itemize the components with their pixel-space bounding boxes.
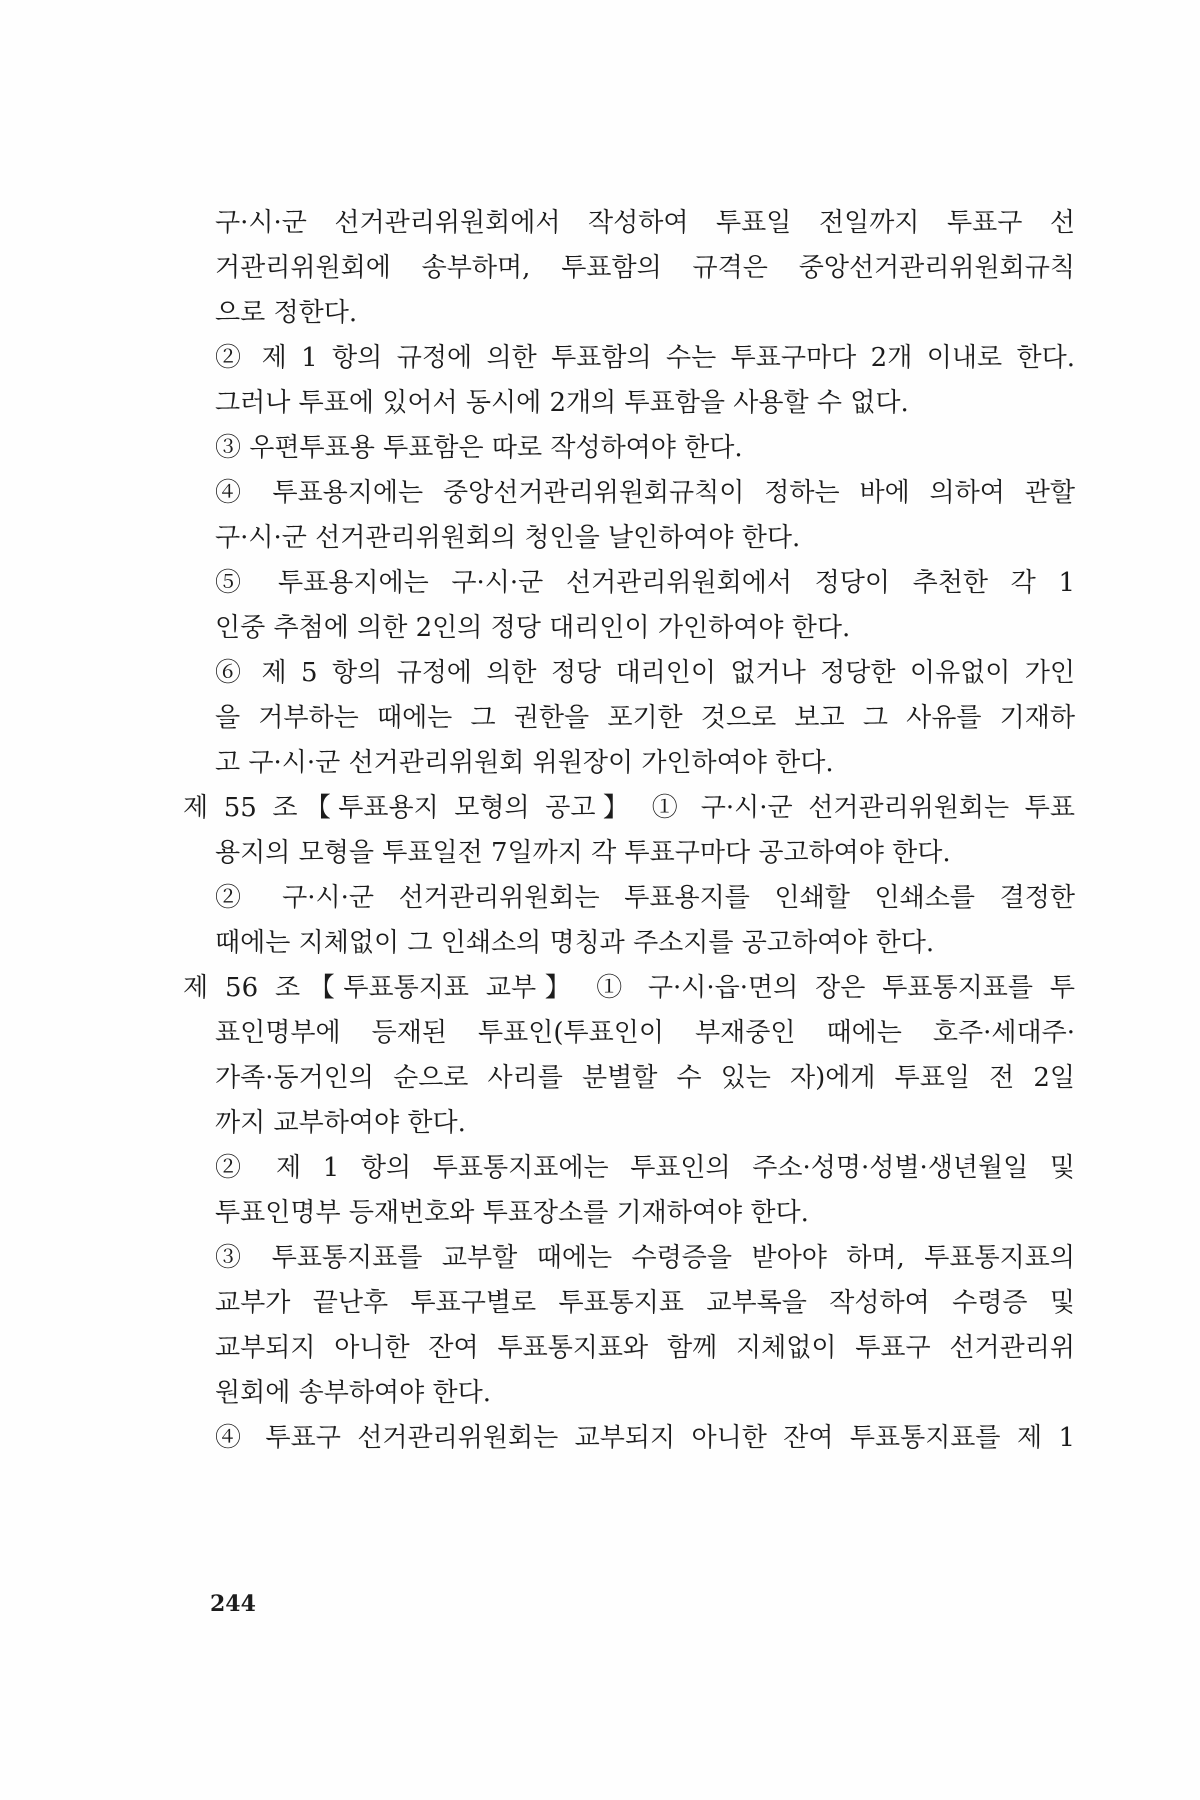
text-line: ④ 투표구 선거관리위원회는 교부되지 아니한 잔여 투표통지표를 제 1	[215, 1423, 1075, 1453]
text-line: 고 구·시·군 선거관리위원회 위원장이 가인하여야 한다.	[215, 748, 834, 778]
text-line: 용지의 모형을 투표일전 7일까지 각 투표구마다 공고하여야 한다.	[215, 838, 951, 868]
text-line: 교부가 끝난후 투표구별로 투표통지표 교부록을 작성하여 수령증 및	[215, 1288, 1075, 1318]
text-line: ② 제 1 항의 투표통지표에는 투표인의 주소·성명·성별·생년월일 및	[215, 1153, 1075, 1183]
text-line: 투표인명부 등재번호와 투표장소를 기재하여야 한다.	[215, 1198, 809, 1228]
text-line: 가족·동거인의 순으로 사리를 분별할 수 있는 자)에게 투표일 전 2일	[215, 1063, 1075, 1093]
text-line: ⑥ 제 5 항의 규정에 의한 정당 대리인이 없거나 정당한 이유없이 가인	[215, 658, 1075, 688]
article-heading-line: 제 55 조【투표용지 모형의 공고】 ① 구·시·군 선거관리위원회는 투표	[183, 793, 1075, 823]
text-line: 구·시·군 선거관리위원회에서 작성하여 투표일 전일까지 투표구 선	[215, 208, 1075, 238]
text-line: 교부되지 아니한 잔여 투표통지표와 함께 지체없이 투표구 선거관리위	[215, 1333, 1075, 1363]
text-line: 까지 교부하여야 한다.	[215, 1108, 466, 1138]
page-number: 244	[210, 1591, 256, 1617]
text-line: 구·시·군 선거관리위원회의 청인을 날인하여야 한다.	[215, 523, 801, 553]
text-line: ③ 투표통지표를 교부할 때에는 수령증을 받아야 하며, 투표통지표의	[215, 1243, 1075, 1273]
text-line: 인중 추첨에 의한 2인의 정당 대리인이 가인하여야 한다.	[215, 613, 851, 643]
text-line: ⑤ 투표용지에는 구·시·군 선거관리위원회에서 정당이 추천한 각 1	[215, 568, 1075, 598]
text-line: 원회에 송부하여야 한다.	[215, 1378, 491, 1408]
text-line: ② 구·시·군 선거관리위원회는 투표용지를 인쇄할 인쇄소를 결정한	[215, 883, 1075, 913]
text-line: 표인명부에 등재된 투표인(투표인이 부재중인 때에는 호주·세대주·	[215, 1018, 1075, 1048]
text-line: ② 제 1 항의 규정에 의한 투표함의 수는 투표구마다 2개 이내로 한다.	[215, 343, 1075, 373]
article-heading-line: 제 56 조【투표통지표 교부】 ① 구·시·읍·면의 장은 투표통지표를 투	[183, 973, 1075, 1003]
text-line: 으로 정한다.	[215, 298, 358, 328]
text-line: 그러나 투표에 있어서 동시에 2개의 투표함을 사용할 수 없다.	[215, 388, 909, 418]
text-line: 때에는 지체없이 그 인쇄소의 명칭과 주소지를 공고하여야 한다.	[215, 928, 935, 958]
text-line: 거관리위원회에 송부하며, 투표함의 규격은 중앙선거관리위원회규칙	[215, 253, 1075, 283]
text-line: ③ 우편투표용 투표함은 따로 작성하여야 한다.	[215, 433, 743, 463]
text-line: 을 거부하는 때에는 그 권한을 포기한 것으로 보고 그 사유를 기재하	[215, 703, 1075, 733]
text-line: ④ 투표용지에는 중앙선거관리위원회규칙이 정하는 바에 의하여 관할	[215, 478, 1075, 508]
